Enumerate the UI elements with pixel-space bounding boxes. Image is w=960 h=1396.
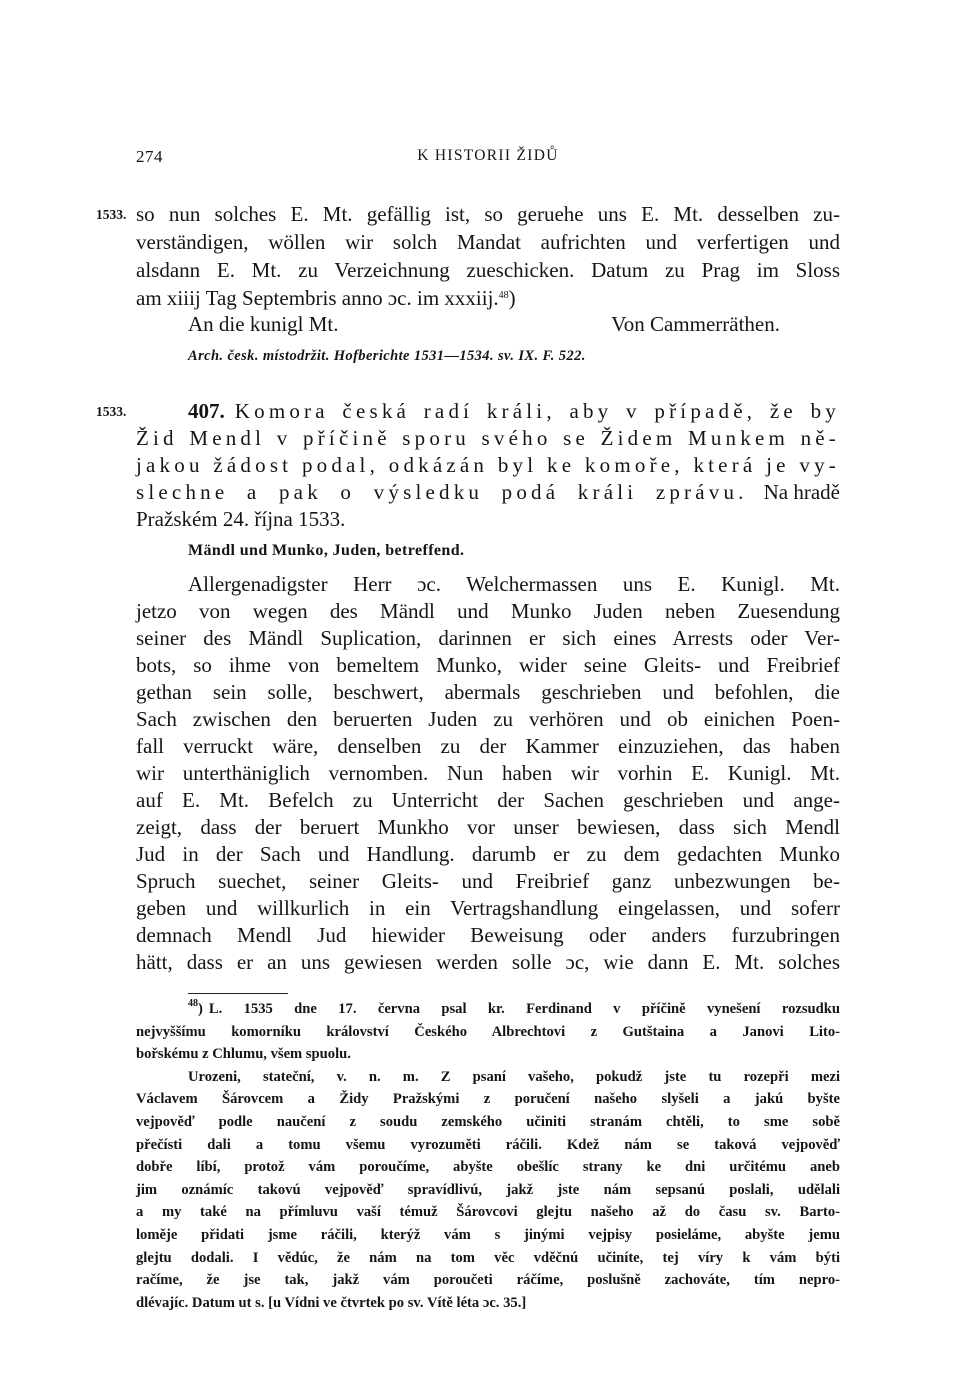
text-line: hätt, dass er an uns gewiesen werden solle ɔc, wie dann E. Mt. solches [136,950,840,974]
text-line: Spruch suechet, seiner Gleits- und Freibrief ganz unbezwungen be- [136,869,840,893]
footnote-reference-close: ) [508,286,516,310]
footnote-divider [188,993,288,994]
footnote-text: L. 1535 dne 17. června psal kr. Ferdinand v příčině vynešení rozsudku [208,1001,840,1017]
summary-line [136,479,840,506]
summary-line: Žid Mendl v příčině sporu svého se Židem Munkem ně- [136,426,840,450]
text-line: fall verruckt wäre, denselben zu der Kammer einzuziehen, das haben [136,734,840,758]
summary-text: Na hradě [763,480,840,504]
margin-year: 1533. [96,207,127,222]
footnote-line: přečísti dali a tomu všemu vyrozuměti ráčili. Kdež nám se taková vejpověď [136,1136,840,1153]
text-line: so nun solches E. Mt. gefällig ist, so geruehe uns E. Mt. desselben zu- [136,202,840,226]
text-line: demnach Mendl Jud hiewider Beweisung oder anders furzubringen [136,923,840,947]
summary-line: jakou žádost podal, odkázán byl ke komoře, která je vy- [136,453,840,477]
footnote-line: dobře líbí, protož vám poroučíme, abyšte obešlíc strany ke dni určitému aneb [136,1159,840,1176]
footnote-line: Václavem Šárovcem a Židy Pražskými z poručení našeho slyšeli a jakú byšte [136,1091,840,1108]
footnote-line: dlévajíc. Datum ut s. [u Vídni ve čtvrtek po sv. Vítě léta ɔc. 35.] [136,1294,527,1311]
text-line: verständigen, wöllen wir solch Mandat aufrichten und verfertigen und [136,230,840,254]
margin-year: 1533. [96,404,127,419]
letter-title: Mändl und Munko, Juden, betreffend. [188,542,465,559]
footnote-line: jim oznámíc takovú vejpověď spravídlivú, jakž jste nám sepsanú poslali, udělali [136,1181,840,1198]
footnote-line [188,998,840,1021]
text-line: wir unterthäniglich vernomben. Nun haben wir vorhin E. Kunigl. Mt. [136,761,840,785]
page-number: 274 [136,147,163,166]
footnote-line: a my také na přímluvu vaší témuž Šárovcovi glejtu našeho až do času sv. Barto- [136,1204,840,1221]
summary-line [188,398,840,425]
text-line: seiner des Mändl Suplication, darinnen er sich eines Arrests oder Ver- [136,626,840,650]
text-line: gethan sein solle, beschwert, abermals geschrieben und befohlen, die [136,680,840,704]
sender: Von Cammerräthen. [611,312,780,336]
text-line: zeigt, dass der beruert Munkho vor unser bewiesen, dass sich Mendl [136,815,840,839]
text-line: Jud in der Sach und Handlung. darumb er zu dem gedachten Munko [136,842,840,866]
summary-text: Komora česká radí králi, aby v případě, že by [234,399,840,423]
footnote-line: vejpověď podle naučení z soudu zemského učiniti stranám chtěli, to sme sobě [136,1114,840,1130]
footnote-line: nejvyššímu komorníku království Českého Albrechtovi z Gutštaina a Janovi Lito- [136,1023,840,1040]
page-header [136,147,840,177]
addressee: An die kunigl Mt. [188,312,339,336]
text-line: Allergenadigster Herr ɔc. Welchermassen uns E. Kunigl. Mt. [188,572,840,596]
running-head: K HISTORII ŽIDŮ [417,147,559,164]
text-line-content: am xiiij Tag Septembris anno ɔc. im xxxiij. [136,286,499,310]
footnote-line: glejtu dodali. I vědúc, že nám na tom věc vděčnú učiníte, tej víry k vám býti [136,1249,840,1266]
footnote-reference: 48 [498,290,509,301]
text-line: bots, so ihme von bemeltem Munko, wider seine Gleits- und Freibrief [136,653,840,677]
source-reference: Arch. česk. místodržit. Hofberichte 1531—1534. sv. IX. F. 522. [188,348,586,364]
address-line [188,312,788,339]
text-line: Sach zwischen den beruerten Juden zu verhören und ob einichen Poen- [136,707,840,731]
footnote-line: loměje přidati jsme ráčili, kterýž vám s jinými vejpisy posieláme, abyšte jemu [136,1227,840,1243]
summary-line: Pražském 24. října 1533. [136,507,346,531]
footnote-line: račíme, že jse tak, jakž vám poroučeti ráčíme, poslušně zachováte, tím nepro- [136,1272,840,1289]
footnote-line: Urozeni, stateční, v. n. m. Z psaní vašeho, pokudž jste tu rozepři mezi [188,1068,840,1085]
footnote-line: bořskému z Chlumu, všem spuolu. [136,1046,351,1063]
text-line: alsdann E. Mt. zu Verzeichnung zueschicken. Datum zu Prag im Sloss [136,258,840,282]
summary-text: slechne a pak o výsledku podá králi zprávu. [136,480,748,504]
text-line: geben und willkurlich in ein Vertragshandlung eingelassen, und soferr [136,896,840,920]
document-number: 407. [188,399,225,423]
footnote-marker: $^{48}$) [188,998,203,1017]
text-line: auf E. Mt. Befelch zu Unterricht der Sachen geschrieben und ange- [136,788,840,812]
text-line: jetzo von wegen des Mändl und Munko Juden neben Zuesendung [136,599,840,623]
text-line [136,285,516,312]
